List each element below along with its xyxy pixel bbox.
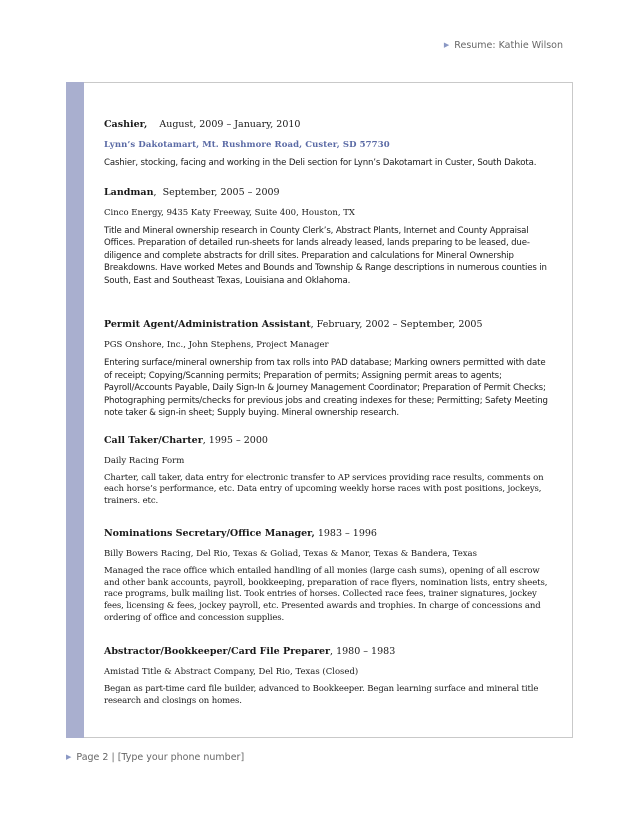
job-company: Cinco Energy, 9435 Katy Freeway, Suite 400, Houston, TX: [104, 207, 355, 218]
job-entry-nominations-secretary: [104, 527, 554, 624]
job-company: Billy Bowers Racing, Del Rio, Texas & Goliad, Texas & Manor, Texas & Bandera, Texas: [104, 549, 477, 560]
job-title: Abstractor/Bookkeeper/Card File Preparer: [104, 646, 331, 658]
footer-text: Page 2 | [Type your phone number]: [76, 752, 245, 763]
job-description: Managed the race office which entailed handling of all monies (large cash sums), opening of all escrow and other bank accounts, payroll, bookkeeping, preparation of race flyers, nomination lists, entry sheets, race programs, bulk mailing list. Took entries of horses. Collected race fees, trainer signatures, jockey fees, licensing & fees, jockey payroll, etc. Presented awards and trophies. In charge of concessions and ordering of office and concession supplies.: [104, 566, 548, 623]
job-entry-cashier: [104, 118, 554, 170]
job-title: Permit Agent/Administration Assistant: [104, 319, 311, 330]
job-dates: February, 2002 – September, 2005: [316, 319, 483, 330]
job-description: Cashier, stocking, facing and working in the Deli section for Lynn’s Dakotamart in Custer, South Dakota.: [104, 158, 537, 168]
job-dates: 1995 – 2000: [208, 434, 268, 446]
job-dates: August, 2009 – January, 2010: [159, 119, 301, 130]
resume-content: [104, 118, 554, 707]
job-dates: 1983 – 1996: [317, 528, 377, 540]
job-title: Call Taker/Charter: [104, 434, 203, 446]
job-entry-abstractor: Abstractor/Bookkeeper/Card File Preparer, 1980 – 1983 Amistad Title & Abstract Company, Del Rio, Texas (Closed) Began as part-time card file builder, advanced to Bookkeeper. Began learning surface and mineral title research and closings on homes.: [104, 645, 554, 707]
job-entry-permit-agent: Permit Agent/Administration Assistant, February, 2002 – September, 2005 PGS Onshore, Inc., John Stephens, Project Manager Entering surface/mineral ownership from tax rolls into PAD database; Marking owners permitted with date of receipt; Copying/Scanning permits; Preparation of permits; Assigning permit areas to agents; Payroll/Accounts Payable, Daily Sign-In & Journey Management Coordinator; Preparation of Permit Checks; Photographing permits/checks for previous jobs and creating indexes for these; Permitting; Safety Meeting note taker & sign-in sheet; Supply buying. Mineral ownership research.: [104, 318, 554, 420]
job-entry-landman: Landman, September, 2005 – 2009 Cinco Energy, 9435 Katy Freeway, Suite 400, Houston, TX Title and Mineral ownership research in County Clerk’s, Abstract Plants, Internet and County Appraisal Offices. Preparation of detailed run-sheets for lands already leased, lands preparing to be leased, due-diligence and complete abstracts for drill sites. Preparation and calculations for Mineral Ownership Breakdowns. Have worked Metes and Bounds and Township & Range descriptions in numerous counties in South, East and Southeast Texas, Louisiana and Oklahoma.: [104, 186, 554, 288]
job-description: Charter, call taker, data entry for electronic transfer to AP services providing race results, comments on each horse’s performance, etc. Data entry of upcoming weekly horse races with post positions, jockeys, trainers. etc.: [104, 472, 544, 506]
job-description: Entering surface/mineral ownership from tax rolls into PAD database; Marking owners permitted with date of receipt; Copying/Scanning permits; Preparation of permits; Assigning permit areas to agents; Payroll/Accounts Payable, Daily Sign-In & Journey Management Coordinator; Preparation of Permit Checks; Photographing permits/checks for previous jobs and creating indexes for these; Permitting; Safety Meeting note taker & sign-in sheet; Supply buying. Mineral ownership research.: [104, 358, 548, 418]
job-company: Lynn’s Dakotamart, Mt. Rushmore Road, Custer, SD 57730: [104, 140, 390, 150]
job-company: PGS Onshore, Inc., John Stephens, Project Manager: [104, 340, 329, 350]
sidebar-accent-bar: [66, 82, 84, 738]
triangle-bullet-icon: ▶: [443, 41, 450, 49]
job-company: Amistad Title & Abstract Company, Del Rio, Texas (Closed): [104, 667, 359, 678]
job-company: Daily Racing Form: [104, 455, 185, 466]
job-title: Cashier,: [104, 119, 148, 130]
page-footer: [66, 752, 244, 763]
job-entry-call-taker: Call Taker/Charter, 1995 – 2000 Daily Racing Form Charter, call taker, data entry for electronic transfer to AP services providing race results, comments on each horse’s performance, etc. Data entry of upcoming weekly horse races with post positions, jockeys, trainers. etc.: [104, 434, 554, 508]
job-description: Began as part-time card file builder, advanced to Bookkeeper. Began learning surface and mineral title research and closings on homes.: [104, 684, 539, 706]
job-description: Title and Mineral ownership research in County Clerk’s, Abstract Plants, Internet and County Appraisal Offices. Preparation of detailed run-sheets for lands already leased, lands preparing to be leased, due-diligence and complete abstracts for drill sites. Preparation and calculations for Mineral Ownership Breakdowns. Have worked Metes and Bounds and Township & Range descriptions in numerous counties in South, East and Southeast Texas, Louisiana and Oklahoma.: [104, 225, 547, 286]
job-title: Nominations Secretary/Office Manager,: [104, 528, 315, 540]
job-title: Landman: [104, 186, 154, 198]
job-dates: September, 2005 – 2009: [162, 186, 280, 198]
header-text: Resume: Kathie Wilson: [454, 40, 563, 51]
job-dates: 1980 – 1983: [336, 646, 396, 658]
page-header: [444, 40, 563, 51]
triangle-bullet-icon: ▶: [66, 753, 72, 761]
